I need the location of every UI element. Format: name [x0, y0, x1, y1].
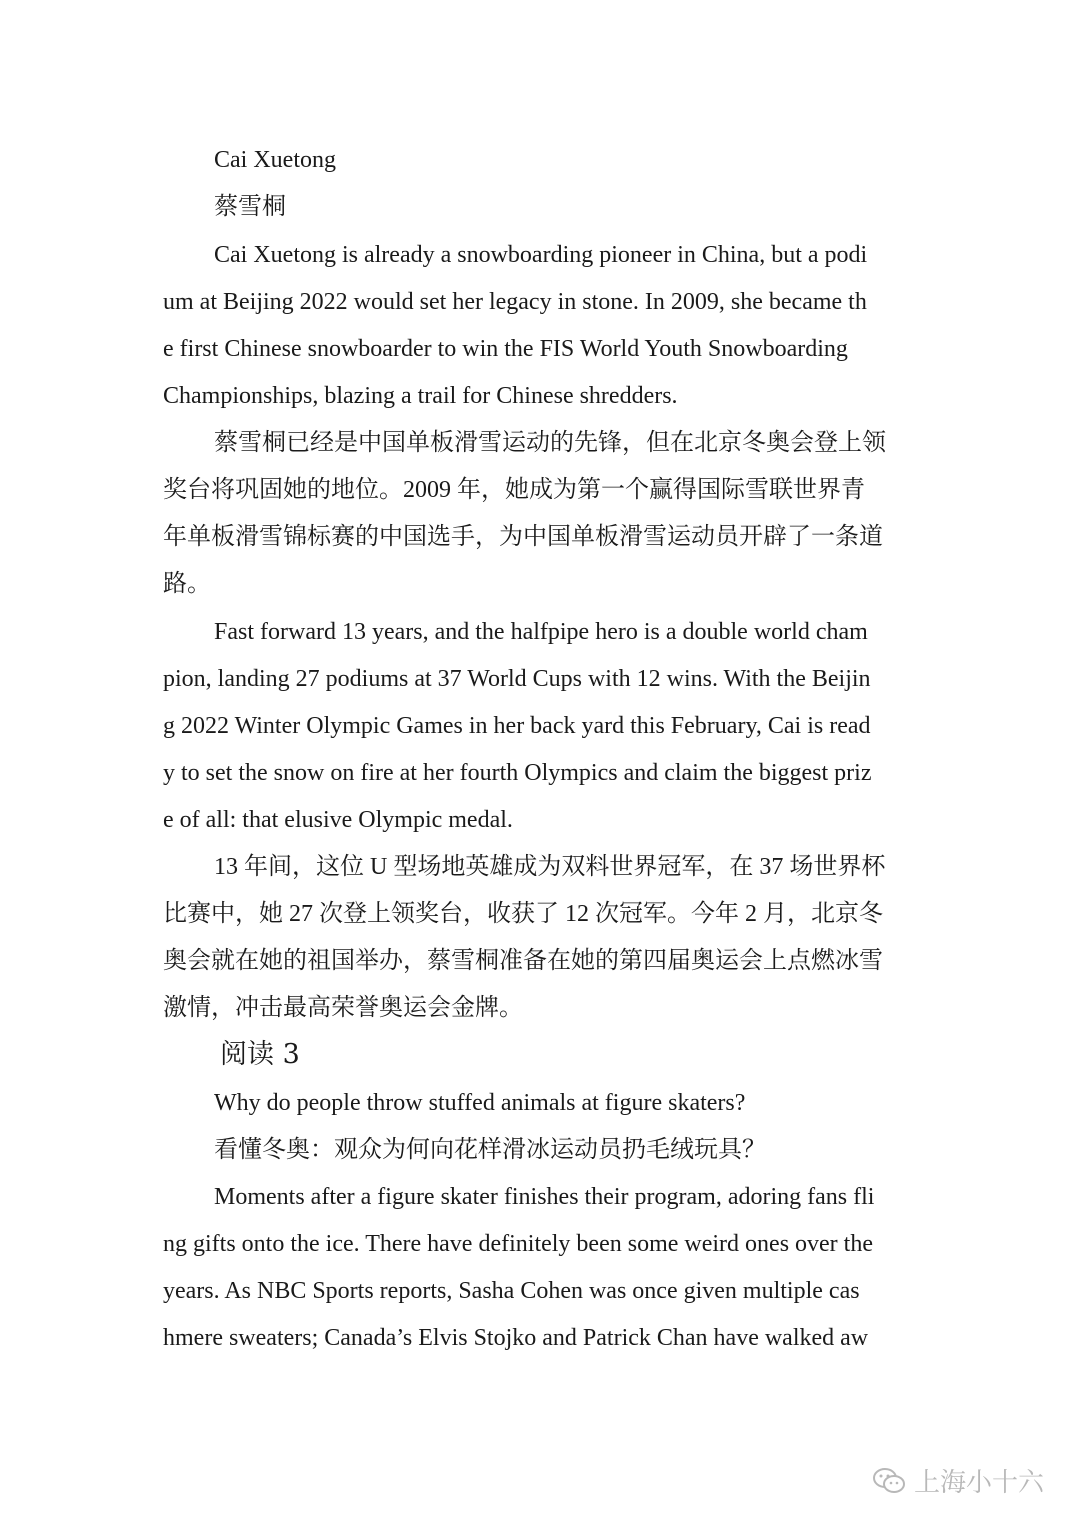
paragraph-line: 蔡雪桐已经是中国单板滑雪运动的先锋，但在北京冬奥会登上领	[214, 430, 886, 456]
paragraph-line: years. As NBC Sports reports, Sasha Cohen was once given multiple cas	[163, 1278, 860, 1304]
article-title-zh: 看懂冬奥：观众为何向花样滑冰运动员扔毛绒玩具？	[214, 1137, 766, 1163]
paragraph-line: 奥会就在她的祖国举办，蔡雪桐准备在她的第四届奥运会上点燃冰雪	[163, 948, 883, 974]
paragraph-line: Cai Xuetong is already a snowboarding pioneer in China, but a podi	[214, 242, 868, 268]
paragraph-line: pion, landing 27 podiums at 37 World Cups with 12 wins. With the Beijin	[163, 666, 871, 692]
paragraph-line: y to set the snow on fire at her fourth Olympics and claim the biggest priz	[163, 760, 872, 786]
paragraph-line: e of all: that elusive Olympic medal.	[163, 807, 513, 833]
paragraph-line: e first Chinese snowboarder to win the FIS World Youth Snowboarding	[163, 336, 848, 362]
paragraph-line: Championships, blazing a trail for Chinese shredders.	[163, 383, 678, 409]
paragraph-line: Fast forward 13 years, and the halfpipe hero is a double world cham	[214, 619, 868, 645]
paragraph-line: um at Beijing 2022 would set her legacy in stone. In 2009, she became th	[163, 289, 867, 315]
watermark	[872, 1462, 1044, 1499]
paragraph-line: Moments after a figure skater finishes their program, adoring fans fli	[214, 1184, 875, 1210]
paragraph-line: 激情，冲击最高荣誉奥运会金牌。	[163, 995, 523, 1021]
article-title-zh: 蔡雪桐	[214, 194, 286, 220]
article-title-en: Cai Xuetong	[214, 147, 336, 173]
watermark-text: 上海小十六	[913, 1468, 1044, 1498]
paragraph-line: hmere sweaters; Canada’s Elvis Stojko and Patrick Chan have walked aw	[163, 1325, 869, 1351]
article-title-en: Why do people throw stuffed animals at figure skaters?	[214, 1090, 746, 1116]
reading-heading: 阅读 3	[220, 1039, 300, 1070]
paragraph-line: 13 年间，这位 U 型场地英雄成为双料世界冠军，在 37 场世界杯	[214, 854, 886, 880]
paragraph-line: 奖台将巩固她的地位。2009 年，她成为第一个赢得国际雪联世界青	[163, 477, 865, 503]
paragraph-line: 路。	[163, 571, 211, 597]
wechat-icon	[872, 1466, 906, 1496]
paragraph-line: 年单板滑雪锦标赛的中国选手，为中国单板滑雪运动员开辟了一条道	[163, 524, 883, 550]
paragraph-line: g 2022 Winter Olympic Games in her back yard this February, Cai is read	[163, 713, 871, 739]
paragraph-line: ng gifts onto the ice. There have definitely been some weird ones over the	[163, 1231, 873, 1257]
paragraph-line: 比赛中，她 27 次登上领奖台，收获了 12 次冠军。今年 2 月，北京冬	[163, 901, 883, 927]
